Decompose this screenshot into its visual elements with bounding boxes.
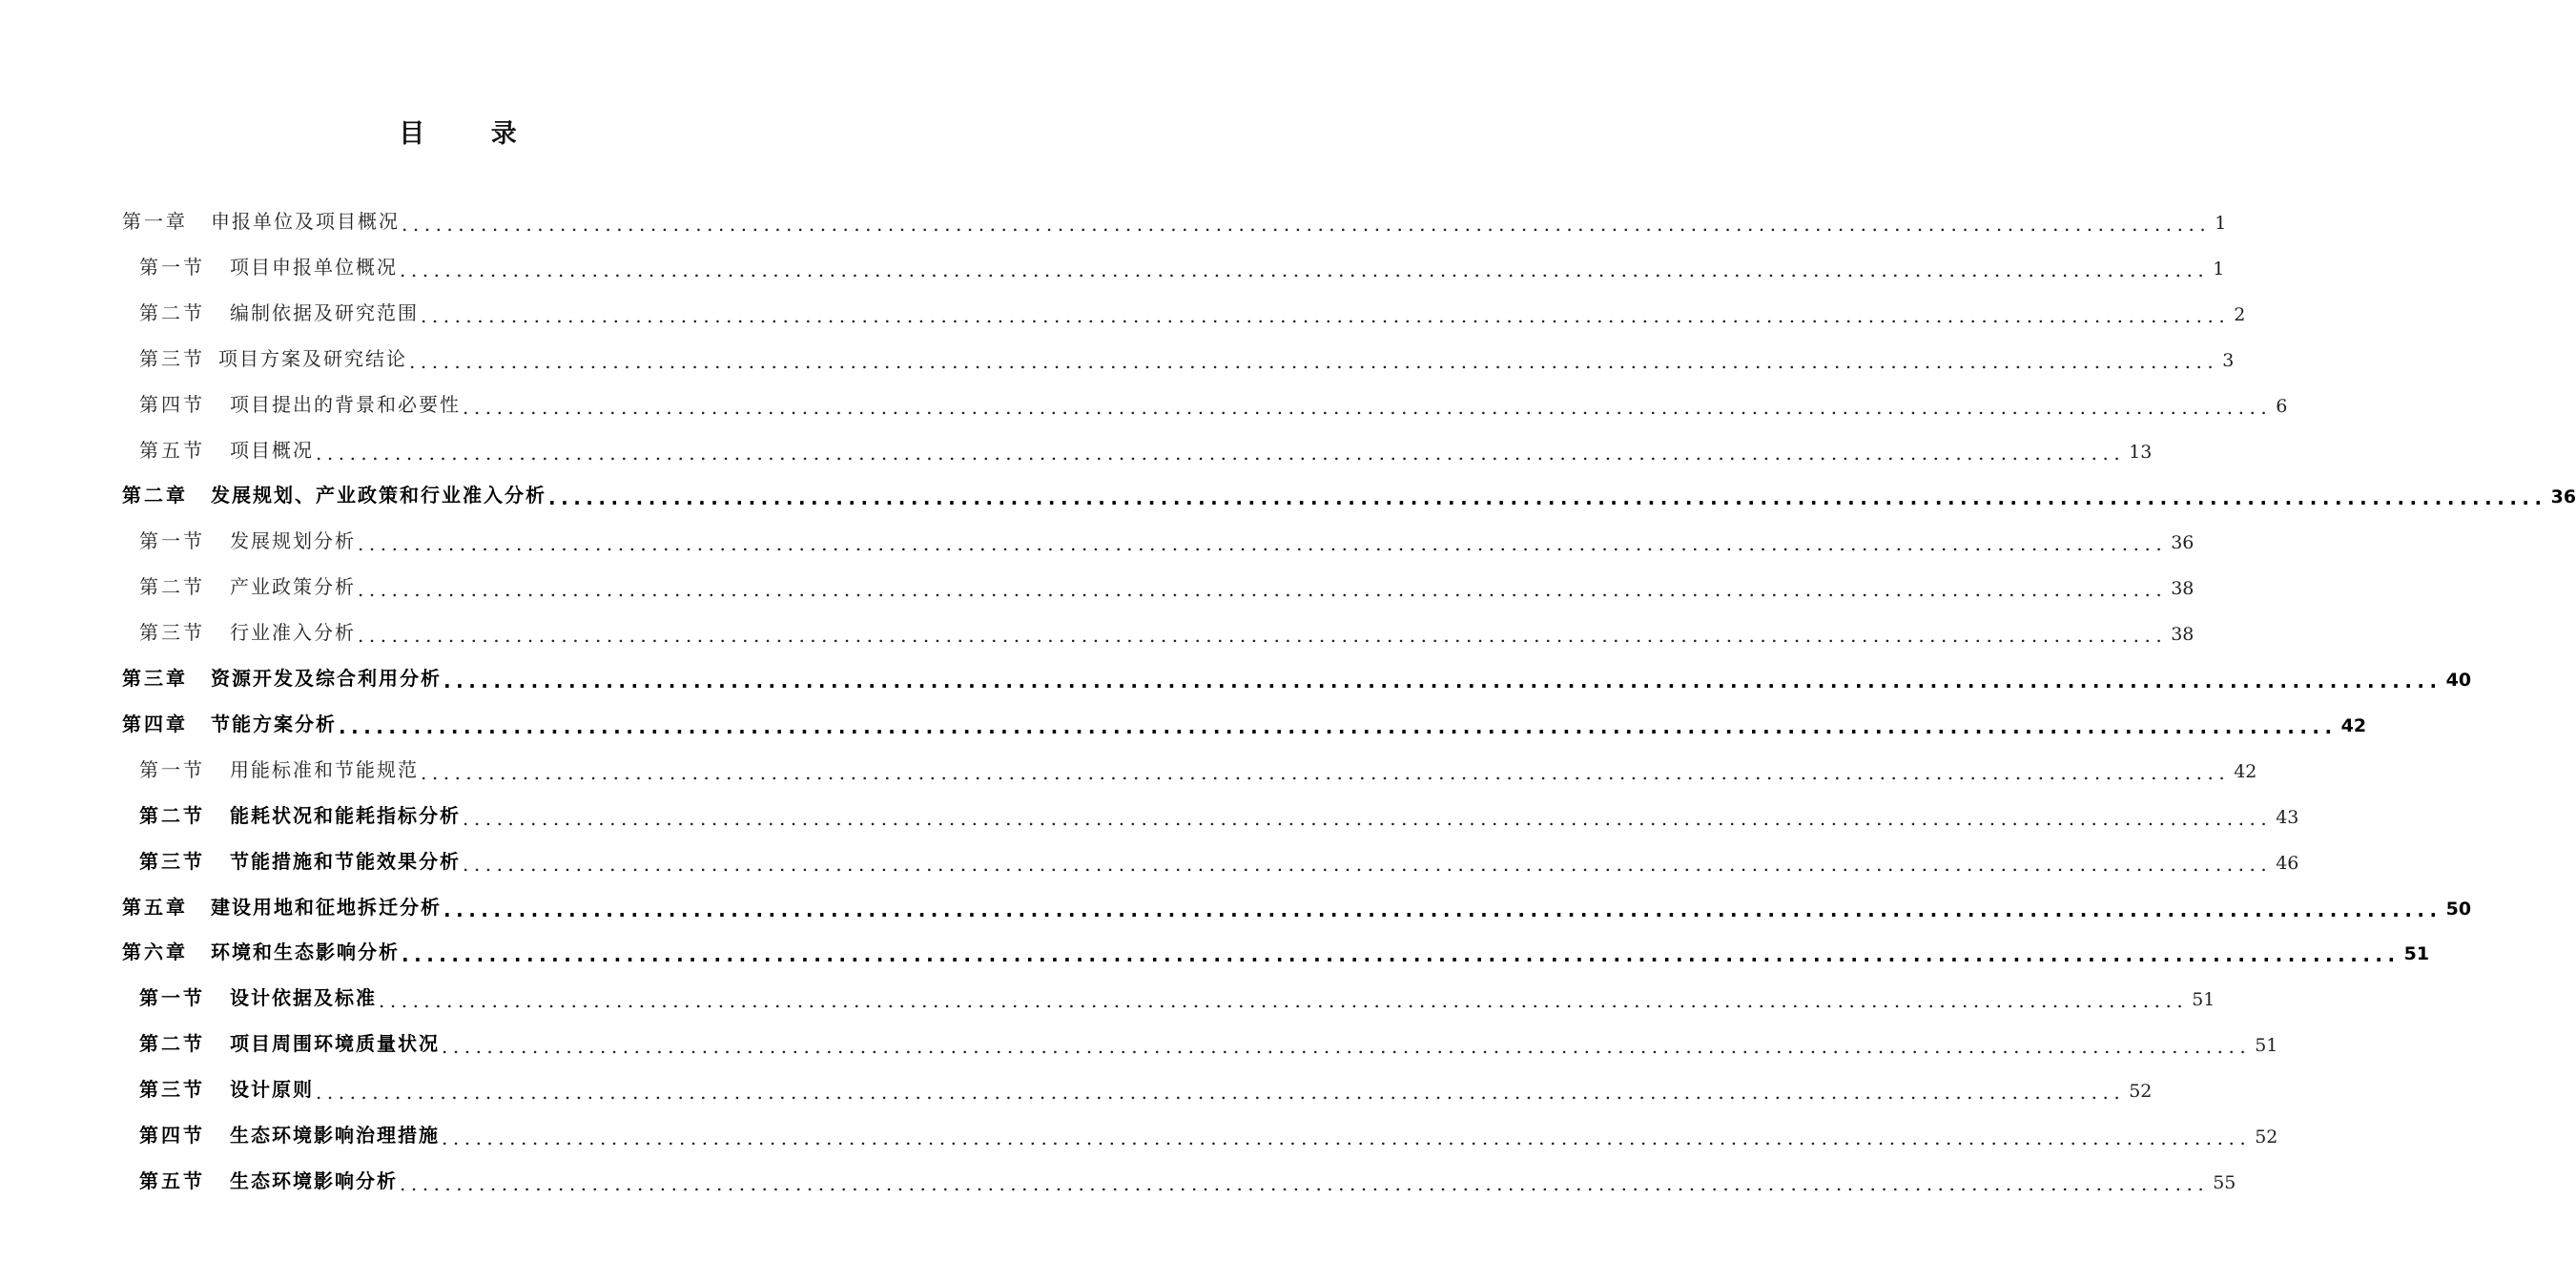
toc-dot-leader: ................................................................................................................................................................ [442, 1035, 2252, 1059]
toc-entry-label: 设计原则 [230, 1078, 314, 1102]
toc-entry-label: 能耗状况和能耗指标分析 [230, 803, 461, 827]
toc-page-number: 52 [2255, 1127, 2278, 1148]
toc-dot-leader: ................................................................................................................................................................ [421, 760, 2231, 784]
toc-entry-label: 设计依据及标准 [230, 986, 377, 1010]
toc-page-number: 43 [2276, 806, 2299, 828]
toc-entry-number: 第一节 [139, 757, 205, 781]
toc-entry-number: 第四章 [122, 712, 188, 735]
toc-page-number: 1 [2213, 258, 2225, 279]
toc-page-number: 40 [2445, 670, 2472, 691]
toc-page-number: 51 [2403, 943, 2430, 965]
toc-page-number: 46 [2276, 852, 2299, 874]
toc-dot-leader: ................................................................................................................................................................ [402, 943, 2401, 967]
toc-chapter-entry[interactable] [122, 926, 2430, 967]
toc-entry-number: 第二节 [139, 1032, 205, 1056]
toc-page-number: 42 [2234, 760, 2257, 782]
toc-entry-number: 第一节 [139, 986, 205, 1010]
toc-entry-label: 生态环境影响治理措施 [230, 1124, 440, 1147]
toc-entry-label: 编制依据及研究范围 [230, 300, 419, 324]
toc-entry-number: 第二节 [139, 575, 205, 599]
toc-section-entry[interactable] [139, 790, 2299, 830]
toc-entry-number: 第五章 [122, 895, 188, 919]
toc-page-number: 3 [2222, 349, 2235, 371]
toc-dot-leader: ................................................................................................................................................................ [409, 349, 2219, 373]
toc-page-number: 36 [2171, 532, 2195, 554]
toc-entry-label: 资源开发及综合利用分析 [211, 667, 442, 690]
toc-page-number: 51 [2192, 989, 2215, 1011]
toc-entry-number: 第三节 [139, 346, 205, 370]
toc-section-entry[interactable] [139, 287, 2246, 327]
toc-entry-number: 第五节 [139, 438, 205, 462]
toc-dot-leader: ................................................................................................................................................................ [316, 441, 2126, 465]
toc-entry-number: 第一节 [139, 255, 205, 279]
toc-dot-leader: ................................................................................................................................................................ [402, 213, 2212, 236]
toc-dot-leader: ................................................................................................................................................................ [463, 806, 2273, 830]
toc-page-number: 51 [2255, 1035, 2278, 1057]
toc-dot-leader: ................................................................................................................................................................ [443, 898, 2442, 921]
toc-entry-number: 第三节 [139, 1078, 205, 1102]
toc-page-number: 1 [2215, 213, 2227, 234]
toc-dot-leader: ................................................................................................................................................................ [400, 1171, 2210, 1195]
toc-dot-leader: ................................................................................................................................................................ [548, 486, 2547, 510]
toc-entry-label: 行业准入分析 [230, 621, 356, 645]
toc-entry-number: 第四节 [139, 1124, 205, 1147]
toc-dot-leader: ................................................................................................................................................................ [379, 989, 2189, 1013]
toc-entry-label: 申报单位及项目概况 [211, 210, 400, 233]
toc-dot-leader: ................................................................................................................................................................ [358, 624, 2168, 648]
toc-entry-label: 发展规划分析 [230, 529, 356, 553]
toc-section-entry[interactable] [139, 972, 2215, 1013]
toc-page-number: 55 [2213, 1171, 2236, 1193]
toc-dot-leader: ................................................................................................................................................................ [442, 1127, 2252, 1149]
toc-entry-label: 用能标准和节能规范 [230, 757, 419, 781]
toc-entry-label: 项目方案及研究结论 [218, 346, 407, 370]
toc-page-number: 2 [2234, 303, 2246, 325]
toc-entry-number: 第三节 [139, 621, 205, 645]
toc-dot-leader: ................................................................................................................................................................ [421, 303, 2231, 327]
toc-section-entry[interactable] [139, 379, 2288, 419]
toc-chapter-entry[interactable] [122, 652, 2472, 693]
toc-entry-number: 第一节 [139, 529, 205, 553]
toc-entry-number: 第六章 [122, 941, 188, 964]
toc-chapter-entry[interactable] [122, 469, 2576, 510]
toc-page-number: 13 [2129, 441, 2153, 463]
toc-dot-leader: ................................................................................................................................................................ [400, 258, 2210, 281]
toc-section-entry[interactable] [139, 424, 2153, 465]
toc-page-number: 36 [2550, 486, 2576, 508]
toc-entry-number: 第二章 [122, 484, 188, 507]
toc-entry-label: 建设用地和征地拆迁分析 [211, 895, 442, 919]
toc-dot-leader: ................................................................................................................................................................ [316, 1081, 2126, 1105]
toc-page-number: 52 [2129, 1081, 2153, 1103]
toc-section-entry[interactable] [139, 561, 2195, 602]
toc-entry-label: 项目申报单位概况 [230, 255, 398, 279]
toc-section-entry[interactable] [139, 1155, 2236, 1195]
toc-dot-leader: ................................................................................................................................................................ [358, 578, 2168, 602]
toc-chapter-entry[interactable] [122, 698, 2367, 738]
toc-entry-label: 项目概况 [230, 438, 314, 462]
toc-entry-number: 第一章 [122, 210, 188, 233]
toc-section-entry[interactable] [139, 241, 2225, 281]
toc-section-entry[interactable] [139, 836, 2299, 876]
toc-entry-number: 第四节 [139, 392, 205, 416]
toc-entry-label: 环境和生态影响分析 [211, 941, 400, 964]
toc-page-number: 38 [2171, 578, 2195, 600]
toc-page-number: 50 [2445, 898, 2472, 920]
toc-dot-leader: ................................................................................................................................................................ [443, 670, 2442, 693]
toc-section-entry[interactable] [139, 607, 2195, 648]
toc-entry-number: 第三章 [122, 667, 188, 690]
toc-entry-label: 项目周围环境质量状况 [230, 1032, 440, 1056]
toc-dot-leader: ................................................................................................................................................................ [463, 395, 2273, 419]
toc-chapter-entry[interactable] [122, 196, 2227, 236]
toc-section-entry[interactable] [139, 515, 2195, 556]
toc-entry-number: 第二节 [139, 300, 205, 324]
toc-section-entry[interactable] [139, 1064, 2153, 1105]
toc-entry-number: 第二节 [139, 803, 205, 827]
toc-dot-leader: ................................................................................................................................................................ [339, 714, 2338, 738]
toc-dot-leader: ................................................................................................................................................................ [463, 852, 2273, 876]
toc-section-entry[interactable] [139, 1109, 2278, 1149]
toc-dot-leader: ................................................................................................................................................................ [358, 532, 2168, 556]
toc-section-entry[interactable] [139, 1018, 2278, 1059]
toc-entry-label: 节能方案分析 [211, 712, 337, 735]
toc-entry-label: 发展规划、产业政策和行业准入分析 [211, 484, 546, 507]
toc-entry-number: 第三节 [139, 849, 205, 873]
toc-page-number: 6 [2276, 395, 2288, 417]
toc-page-number: 42 [2340, 714, 2367, 736]
toc-entry-label: 节能措施和节能效果分析 [230, 849, 461, 873]
toc-entry-label: 产业政策分析 [230, 575, 356, 599]
toc-entry-label: 生态环境影响分析 [230, 1168, 398, 1192]
toc-section-entry[interactable] [139, 333, 2235, 373]
toc-section-entry[interactable] [139, 744, 2257, 784]
toc-entry-label: 项目提出的背景和必要性 [230, 392, 461, 416]
toc-title: 目 录 [399, 119, 546, 149]
toc-page-number: 38 [2171, 624, 2195, 646]
toc-entry-number: 第五节 [139, 1168, 205, 1192]
toc-chapter-entry[interactable] [122, 881, 2472, 921]
